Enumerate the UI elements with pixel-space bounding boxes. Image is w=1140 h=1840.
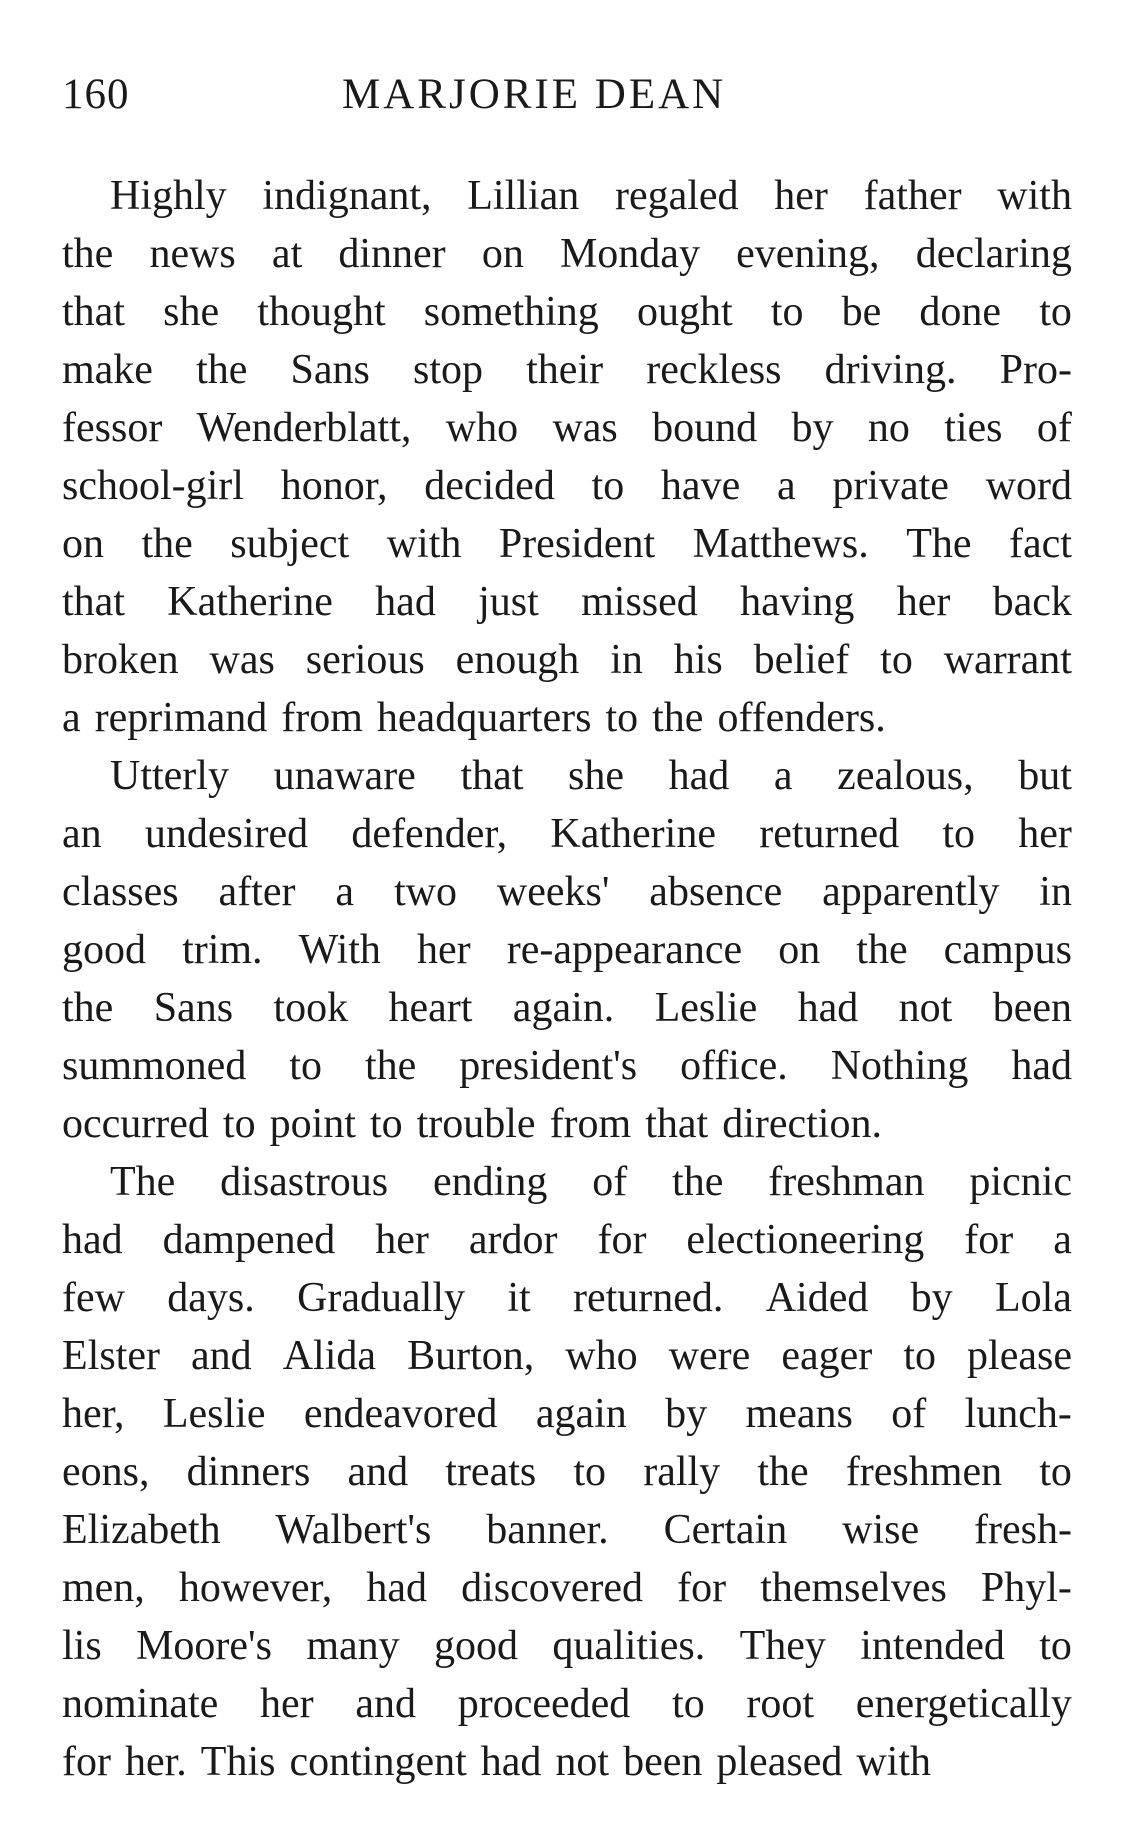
- text-line: nominate her and proceeded to root energetically: [62, 1681, 1072, 1727]
- paragraph: [62, 747, 1072, 1153]
- page-header: [62, 70, 1082, 130]
- text-line: classes after a two weeks' absence apparently in: [62, 869, 1072, 915]
- text-line: the Sans took heart again. Leslie had not been: [62, 985, 1072, 1031]
- text-line: men, however, had discovered for themselves Phyl-: [62, 1565, 1072, 1611]
- running-head: MARJORIE DEAN: [342, 71, 727, 118]
- text-line: that she thought something ought to be done to: [62, 289, 1072, 335]
- text-line: The disastrous ending of the freshman picnic: [110, 1159, 1072, 1205]
- text-line: Utterly unaware that she had a zealous, but: [110, 753, 1072, 799]
- text-line: summoned to the president's office. Nothing had: [62, 1043, 1072, 1089]
- text-line: a reprimand from headquarters to the offenders.: [62, 695, 886, 741]
- text-line: on the subject with President Matthews. The fact: [62, 521, 1072, 567]
- text-line: an undesired defender, Katherine returned to her: [62, 811, 1072, 857]
- text-line: the news at dinner on Monday evening, declaring: [62, 231, 1072, 277]
- text-line: occurred to point to trouble from that direction.: [62, 1101, 882, 1147]
- text-line: Elster and Alida Burton, who were eager to please: [62, 1333, 1072, 1379]
- text-line: her, Leslie endeavored again by means of lunch-: [62, 1391, 1072, 1437]
- text-line: had dampened her ardor for electioneering for a: [62, 1217, 1072, 1263]
- text-line: fessor Wenderblatt, who was bound by no ties of: [62, 405, 1072, 451]
- text-line: Highly indignant, Lillian regaled her father with: [110, 173, 1072, 219]
- body-text: [62, 167, 1072, 1791]
- text-line: eons, dinners and treats to rally the freshmen to: [62, 1449, 1072, 1495]
- text-line: Elizabeth Walbert's banner. Certain wise fresh-: [62, 1507, 1072, 1553]
- text-line: good trim. With her re-appearance on the campus: [62, 927, 1072, 973]
- text-line: that Katherine had just missed having her back: [62, 579, 1072, 625]
- text-line: lis Moore's many good qualities. They intended to: [62, 1623, 1072, 1669]
- paragraph: [62, 167, 1072, 747]
- page-number: 160: [62, 71, 130, 118]
- text-line: make the Sans stop their reckless driving. Pro-: [62, 347, 1072, 393]
- text-line: broken was serious enough in his belief to warrant: [62, 637, 1072, 683]
- text-line: for her. This contingent had not been pleased with: [62, 1739, 932, 1785]
- text-line: school-girl honor, decided to have a private word: [62, 463, 1072, 509]
- paragraph: [62, 1153, 1072, 1791]
- text-line: few days. Gradually it returned. Aided by Lola: [62, 1275, 1072, 1321]
